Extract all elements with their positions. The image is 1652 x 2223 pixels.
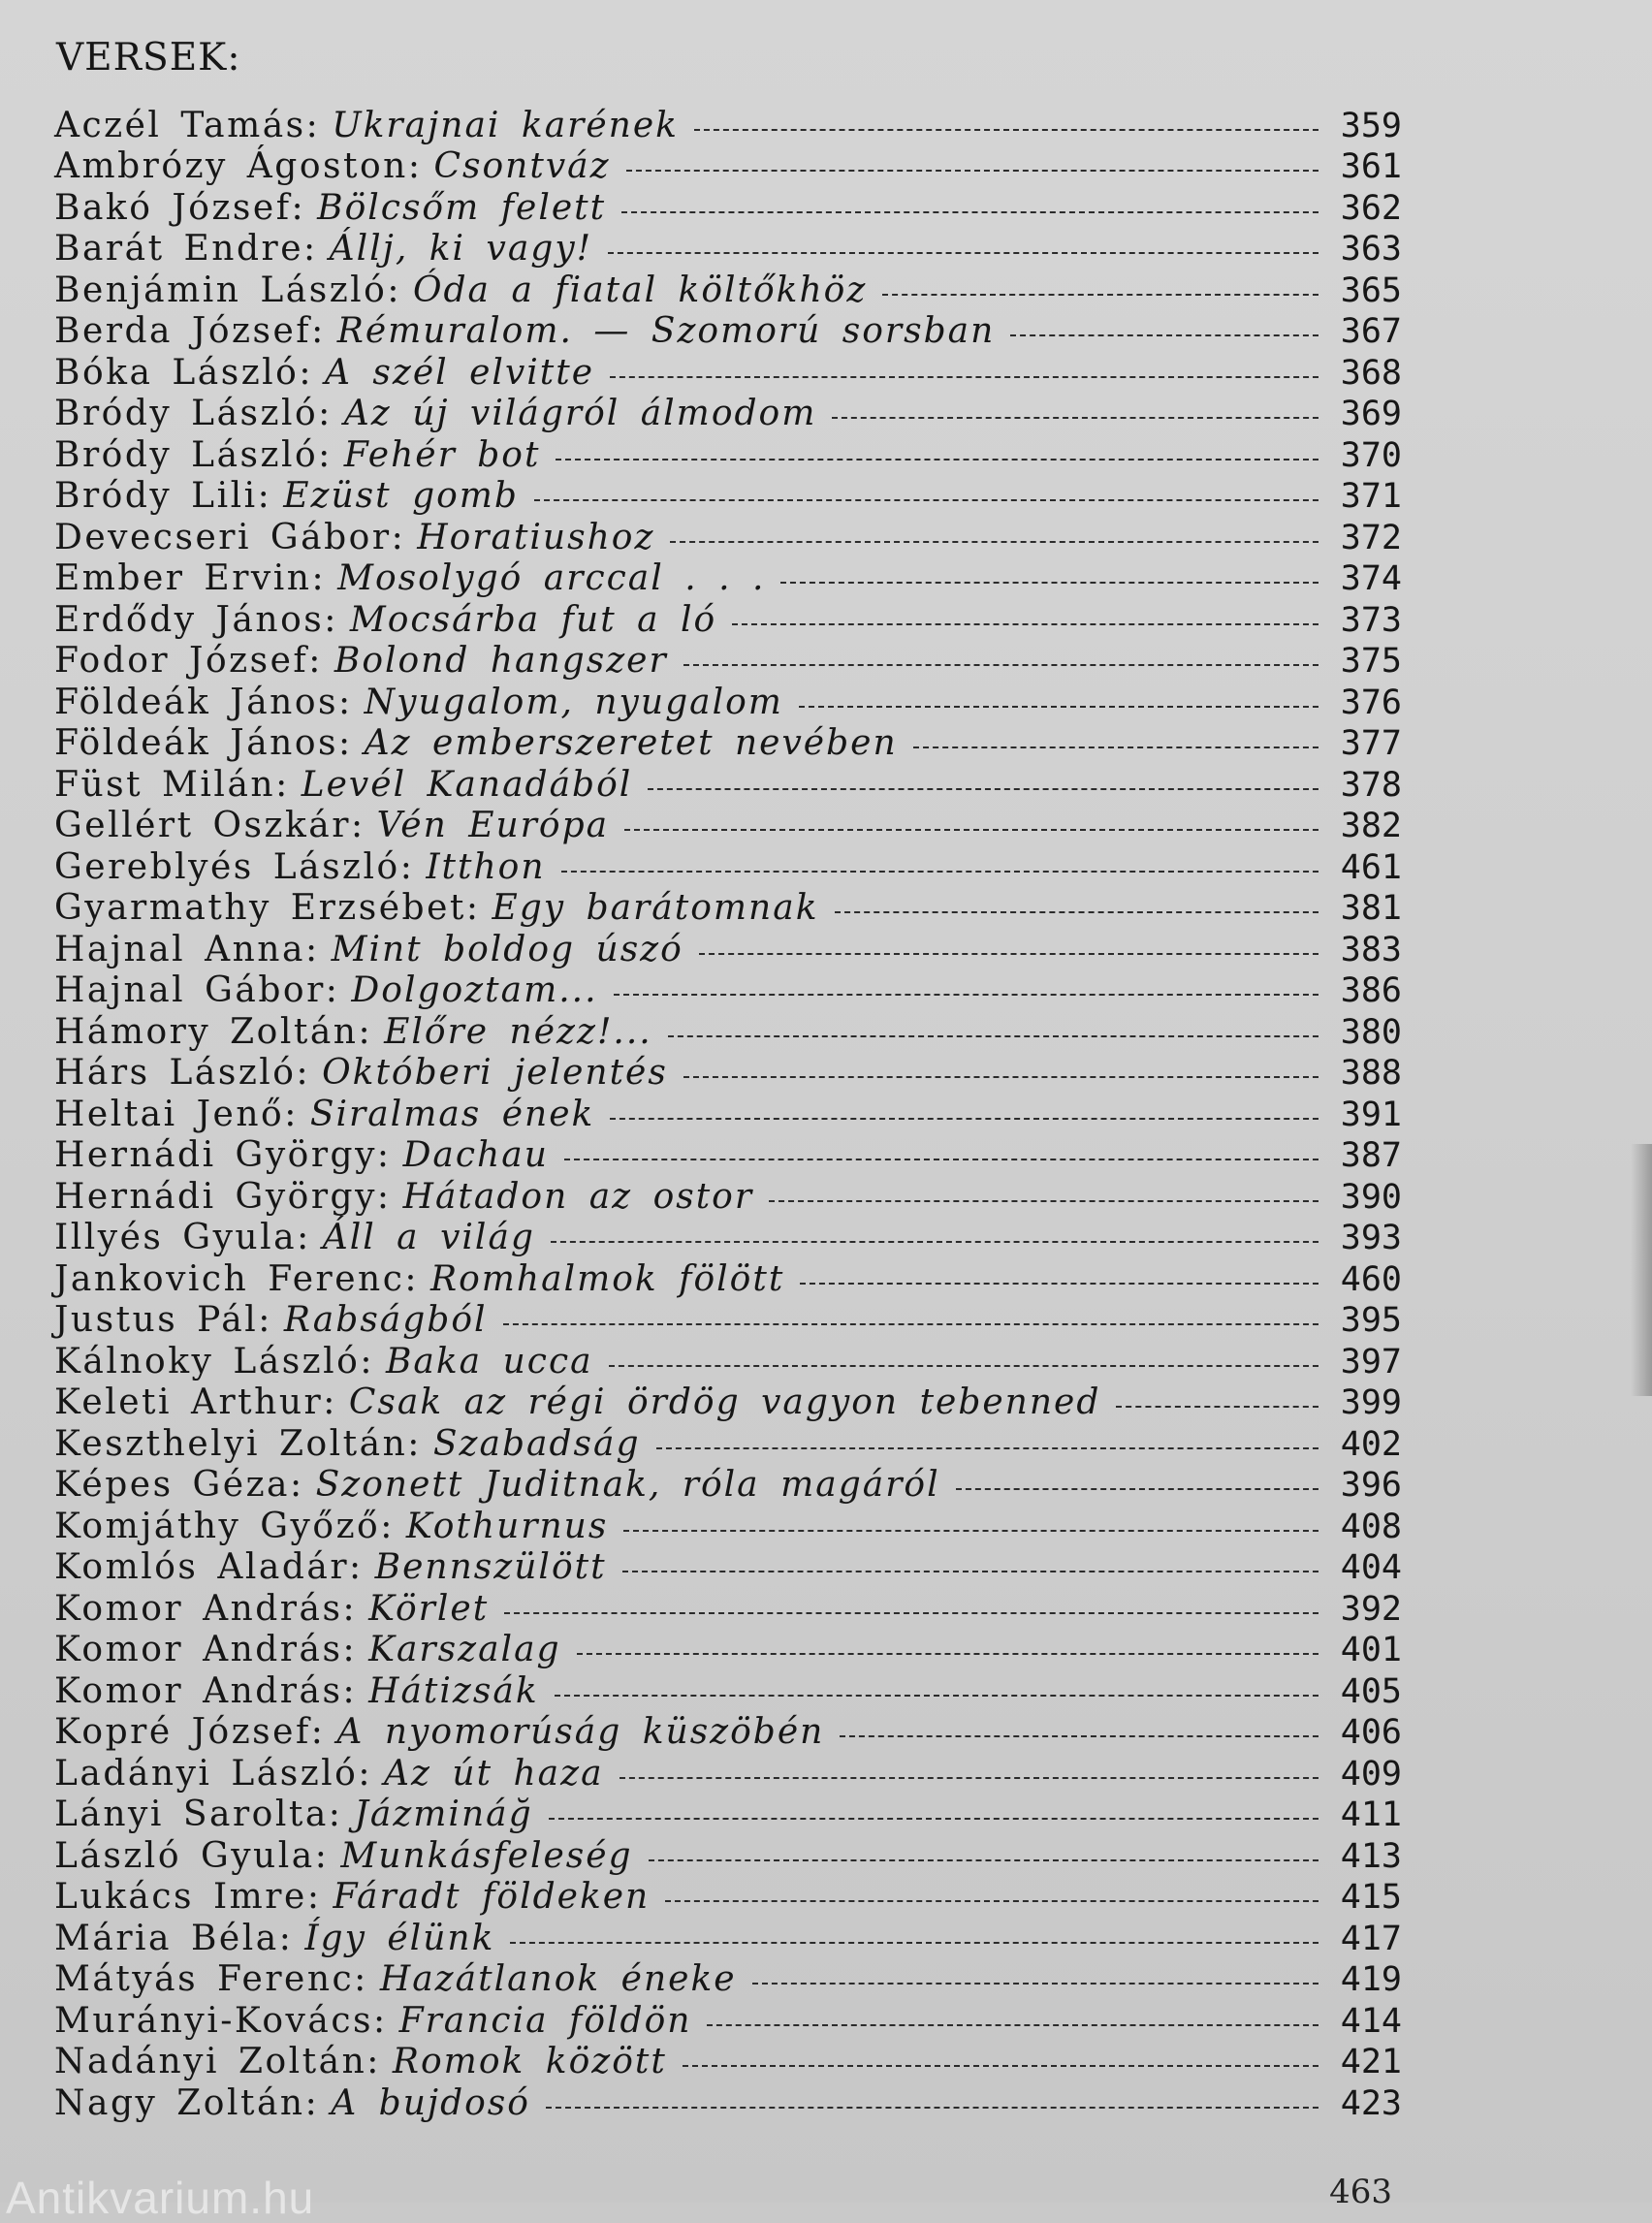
toc-entry: [54, 596, 1402, 638]
toc-poem-title: Kothurnus: [405, 1506, 609, 1546]
dash-leader: [609, 1365, 1318, 1367]
toc-poem-title: Hátizsák: [368, 1670, 539, 1711]
dash-leader: [699, 953, 1318, 955]
toc-page-number: 386: [1340, 971, 1402, 1010]
toc-poem-title: Bolond hangszer: [334, 641, 668, 681]
toc-entry: [54, 1255, 1402, 1297]
toc-poem-title: Jázmináğ: [354, 1794, 533, 1834]
toc-poem-title: Szabadság: [432, 1423, 641, 1464]
dash-leader: [1116, 1406, 1318, 1408]
toc-poem-title: Szonett Juditnak, róla magáról: [315, 1465, 940, 1505]
toc-poem-title: Dolgoztam...: [351, 970, 598, 1010]
toc-entry: [54, 1050, 1402, 1092]
toc-author: Devecseri Gábor:: [54, 517, 406, 557]
dash-leader: [913, 746, 1318, 748]
toc-author: Hernádi György:: [54, 1135, 392, 1175]
toc-author: Bródy László:: [54, 394, 333, 433]
toc-page-number: 405: [1340, 1671, 1402, 1711]
dash-leader: [683, 1076, 1318, 1078]
dash-leader: [1010, 334, 1318, 336]
toc-poem-title: Áll a világ: [322, 1218, 535, 1257]
toc-author: Nagy Zoltán:: [54, 2082, 320, 2123]
section-heading: VERSEK:: [56, 36, 241, 79]
toc-poem-title: Mosolygó arccal . . .: [337, 558, 766, 598]
toc-author: Hajnal Gábor:: [54, 970, 340, 1010]
toc-poem-title: Körlet: [368, 1588, 490, 1629]
toc-poem-title: Mocsárba fut a ló: [349, 599, 717, 640]
toc-author: László Gyula:: [54, 1835, 330, 1876]
toc-poem-title: Állj, ki vagy!: [329, 229, 593, 269]
toc-page-number: 391: [1340, 1095, 1402, 1134]
dash-leader: [670, 541, 1318, 543]
toc-poem-title: Mint boldog úszó: [331, 929, 683, 969]
toc-entry: [54, 1585, 1402, 1627]
toc-page-number: 395: [1340, 1301, 1402, 1340]
toc-entry: [54, 1874, 1402, 1916]
toc-page-number: 387: [1340, 1136, 1402, 1175]
toc-author: Füst Milán:: [54, 764, 290, 805]
toc-author: Bakó József:: [54, 187, 306, 228]
toc-page-number: 409: [1340, 1754, 1402, 1794]
dash-leader: [564, 1159, 1318, 1160]
toc-page-number: 372: [1340, 518, 1402, 557]
toc-poem-title: Romok között: [392, 2042, 667, 2081]
dash-leader: [683, 2065, 1318, 2067]
toc-page-number: 377: [1340, 724, 1402, 763]
toc-page-number: 423: [1340, 2083, 1402, 2123]
toc-author: Kálnoky László:: [54, 1341, 374, 1381]
dash-leader: [551, 1241, 1318, 1243]
toc-poem-title: Nyugalom, nyugalom: [364, 682, 783, 722]
toc-poem-title: Siralmas ének: [309, 1094, 595, 1134]
toc-author: Nadányi Zoltán:: [54, 2042, 381, 2081]
dash-leader: [752, 1983, 1318, 1985]
toc-entry: [54, 720, 1402, 762]
toc-author: Jankovich Ferenc:: [54, 1258, 420, 1299]
toc-page-number: 378: [1340, 765, 1402, 805]
toc-author: Komjáthy Győző:: [54, 1506, 395, 1546]
toc-poem-title: Dachau: [402, 1135, 549, 1175]
toc-page-number: 375: [1340, 642, 1402, 681]
toc-page-number: 419: [1340, 1960, 1402, 1999]
toc-author: Lányi Sarolta:: [54, 1794, 343, 1834]
toc-author: Földeák János:: [54, 723, 353, 763]
toc-page-number: 402: [1340, 1424, 1402, 1464]
toc-poem-title: Horatiushoz: [417, 517, 655, 557]
toc-author: Justus Pál:: [54, 1300, 272, 1340]
toc-entry: [54, 1544, 1402, 1586]
watermark-brand: Antikvarium.hu: [6, 2173, 315, 2223]
toc-author: Bródy Lili:: [54, 476, 272, 516]
toc-entry: [54, 391, 1402, 432]
toc-entry: [54, 102, 1402, 143]
toc-poem-title: Rémuralom. — Szomorú sorsban: [336, 311, 996, 351]
toc-poem-title: Karszalag: [368, 1630, 561, 1669]
toc-author: Berda József:: [54, 311, 326, 351]
toc-author: Komlós Aladár:: [54, 1547, 364, 1587]
toc-page-number: 365: [1340, 270, 1402, 310]
toc-entry: [54, 1709, 1402, 1751]
toc-poem-title: Levél Kanadából: [301, 764, 633, 805]
dash-leader: [656, 1447, 1318, 1449]
toc-entry: [54, 2080, 1402, 2121]
dash-leader: [577, 1653, 1318, 1655]
toc-entry: [54, 431, 1402, 473]
toc-author: Benjámin László:: [54, 270, 401, 310]
toc-page-number: 411: [1340, 1795, 1402, 1834]
toc-author: Keleti Arthur:: [54, 1382, 337, 1422]
toc-page-number: 397: [1340, 1342, 1402, 1381]
toc-page-number: 382: [1340, 807, 1402, 845]
toc-page-number: 362: [1340, 188, 1402, 228]
toc-author: Mária Béla:: [54, 1918, 294, 1958]
dash-leader: [555, 1695, 1318, 1697]
dash-leader: [610, 1118, 1318, 1120]
toc-poem-title: Ezüst gomb: [283, 476, 519, 516]
toc-page-number: 396: [1340, 1466, 1402, 1505]
toc-author: Ember Ervin:: [54, 558, 327, 598]
dash-leader: [835, 911, 1318, 913]
dash-leader: [956, 1488, 1318, 1490]
toc-entry: [54, 1832, 1402, 1874]
dash-leader: [832, 417, 1318, 419]
toc-poem-title: Rabságból: [283, 1300, 488, 1340]
toc-page-number: 461: [1340, 847, 1402, 887]
toc-poem-title: Itthon: [426, 846, 546, 887]
toc-author: Földeák János:: [54, 682, 353, 722]
toc-poem-title: Az új világról álmodom: [343, 394, 817, 433]
toc-poem-title: Egy barátomnak: [492, 888, 819, 928]
toc-poem-title: Az út haza: [383, 1753, 604, 1794]
toc-entry: [54, 349, 1402, 391]
toc-page-number: 373: [1340, 600, 1402, 640]
toc-author: Keszthelyi Zoltán:: [54, 1423, 422, 1464]
toc-poem-title: Csak az régi ördög vagyon tebenned: [348, 1382, 1101, 1422]
toc-author: Aczél Tamás:: [54, 105, 321, 145]
toc-entry: [54, 1915, 1402, 1956]
toc-author: Hárs László:: [54, 1053, 311, 1093]
toc-page-number: 363: [1340, 230, 1402, 269]
toc-poem-title: Októberi jelentés: [322, 1053, 668, 1093]
toc-author: Bóka László:: [54, 352, 313, 393]
toc-entry: [54, 1297, 1402, 1339]
toc-entry: [54, 761, 1402, 803]
toc-author: Komor András:: [54, 1670, 358, 1711]
toc-author: Gereblyés László:: [54, 846, 415, 887]
toc-page-number: 374: [1340, 559, 1402, 598]
toc-poem-title: Az emberszeretet nevében: [364, 723, 898, 763]
toc-poem-title: Ukrajnai karének: [332, 105, 679, 145]
toc-page-number: 404: [1340, 1548, 1402, 1587]
toc-poem-title: Bölcsőm felett: [317, 187, 607, 228]
toc-poem-title: Francia földön: [398, 2000, 692, 2041]
dash-leader: [504, 1612, 1318, 1614]
toc-entry: [54, 267, 1402, 308]
toc-poem-title: A szél elvitte: [324, 352, 595, 393]
toc-page-number: 359: [1340, 106, 1402, 145]
dash-leader: [780, 582, 1318, 584]
toc-author: Heltai Jenő:: [54, 1094, 299, 1134]
toc-page-number: 367: [1340, 312, 1402, 351]
toc-author: Gellért Oszkár:: [54, 806, 365, 845]
toc-poem-title: Romhalmok fölött: [430, 1258, 785, 1299]
dash-leader: [626, 170, 1318, 172]
toc-page-number: 368: [1340, 353, 1402, 393]
toc-entry: [54, 1627, 1402, 1668]
toc-entry: [54, 679, 1402, 720]
toc-entry: [54, 1173, 1402, 1215]
dash-leader: [623, 1530, 1318, 1532]
dash-leader: [683, 664, 1318, 666]
toc-entry: [54, 143, 1402, 185]
toc-author: Gyarmathy Erzsébet:: [54, 888, 481, 928]
toc-entry: [54, 1462, 1402, 1504]
dash-leader: [621, 211, 1318, 213]
toc-poem-title: A bujdosó: [331, 2082, 530, 2123]
toc-entry: [54, 843, 1402, 885]
toc-entry: [54, 1792, 1402, 1833]
toc-page-number: 370: [1340, 435, 1402, 475]
toc-poem-title: Így élünk: [304, 1918, 495, 1958]
toc-page-number: 408: [1340, 1507, 1402, 1546]
toc-author: Murányi-Kovács:: [54, 2000, 388, 2041]
toc-page-number: 361: [1340, 147, 1402, 186]
dash-leader: [546, 2107, 1318, 2109]
toc-entry: [54, 1667, 1402, 1709]
toc-poem-title: Óda a fiatal költőkhöz: [412, 270, 868, 310]
toc-page-number: 381: [1340, 889, 1402, 928]
dash-leader: [534, 499, 1318, 501]
toc-entry: [54, 885, 1402, 927]
toc-page-number: 417: [1340, 1919, 1402, 1958]
dash-leader: [732, 623, 1318, 625]
toc-entry: [54, 1338, 1402, 1380]
toc-entry: [54, 968, 1402, 1009]
dash-leader: [503, 1323, 1318, 1325]
dash-leader: [556, 459, 1318, 460]
toc-poem-title: Fehér bot: [343, 434, 541, 475]
toc-entry: [54, 1132, 1402, 1174]
toc-author: Illyés Gyula:: [54, 1218, 311, 1257]
toc-author: Ladányi László:: [54, 1753, 372, 1794]
toc-poem-title: Vén Európa: [376, 806, 610, 845]
toc-entry: [54, 184, 1402, 226]
dash-leader: [649, 1859, 1318, 1861]
dash-leader: [668, 1035, 1318, 1037]
toc-poem-title: Előre nézz!...: [384, 1011, 652, 1052]
toc-author: Képes Géza:: [54, 1465, 304, 1505]
toc-page-number: 413: [1340, 1836, 1402, 1876]
toc-author: Komor András:: [54, 1630, 358, 1669]
toc-entry: [54, 1091, 1402, 1132]
toc-author: Ambrózy Ágoston:: [54, 146, 423, 186]
toc-page-number: 369: [1340, 395, 1402, 433]
dash-leader: [549, 1818, 1318, 1820]
toc-poem-title: Hazátlanok éneke: [379, 1959, 737, 1999]
toc-page-number: 380: [1340, 1012, 1402, 1052]
dash-leader: [799, 706, 1318, 708]
toc-poem-title: A nyomorúság küszöbén: [336, 1712, 825, 1752]
toc-entry: [54, 1503, 1402, 1544]
toc-author: Barát Endre:: [54, 229, 318, 269]
toc-entry: [54, 1956, 1402, 1998]
dash-leader: [882, 294, 1318, 296]
toc-page-number: 390: [1340, 1177, 1402, 1217]
toc-entry: [54, 803, 1402, 844]
toc-author: Kopré József:: [54, 1712, 326, 1752]
toc-page-number: 371: [1340, 477, 1402, 516]
toc-page-number: 393: [1340, 1219, 1402, 1257]
toc-entry: [54, 226, 1402, 268]
toc-entry: [54, 308, 1402, 350]
toc-author: Hernádi György:: [54, 1176, 392, 1217]
dash-leader: [707, 2024, 1318, 2026]
dash-leader: [614, 994, 1318, 996]
toc-poem-title: Hátadon az ostor: [402, 1176, 754, 1217]
toc-author: Lukács Imre:: [54, 1877, 322, 1917]
toc-page-number: 399: [1340, 1383, 1402, 1422]
toc-author: Hámory Zoltán:: [54, 1011, 373, 1052]
toc-page-number: 406: [1340, 1713, 1402, 1752]
dash-leader: [561, 871, 1318, 873]
toc-entry: [54, 1750, 1402, 1792]
toc-poem-title: Bennszülött: [374, 1547, 607, 1587]
toc-page-number: 414: [1340, 2001, 1402, 2041]
toc-entry: [54, 514, 1402, 556]
toc-entry: [54, 1380, 1402, 1421]
toc-entry: [54, 926, 1402, 968]
toc-author: Mátyás Ferenc:: [54, 1959, 368, 1999]
dash-leader: [769, 1200, 1318, 1202]
table-of-contents: [54, 102, 1402, 2121]
dash-leader: [608, 252, 1318, 254]
toc-entry: [54, 1008, 1402, 1050]
toc-page-number: 401: [1340, 1631, 1402, 1669]
toc-author: Bródy László:: [54, 434, 333, 475]
toc-author: Fodor József:: [54, 641, 323, 681]
dash-leader: [665, 1900, 1318, 1902]
dash-leader: [800, 1283, 1318, 1285]
toc-page-number: 383: [1340, 930, 1402, 969]
toc-entry: [54, 1420, 1402, 1462]
toc-poem-title: Fáradt földeken: [333, 1877, 651, 1917]
toc-entry: [54, 2039, 1402, 2080]
toc-page-number: 376: [1340, 683, 1402, 722]
page-number: 463: [1329, 2173, 1392, 2211]
toc-entry: [54, 1997, 1402, 2039]
dash-leader: [648, 788, 1318, 790]
toc-poem-title: Baka ucca: [385, 1341, 593, 1381]
toc-entry: [54, 473, 1402, 515]
dash-leader: [840, 1735, 1318, 1737]
toc-page-number: 415: [1340, 1878, 1402, 1917]
page-edge-shadow: [1631, 1144, 1652, 1396]
toc-page-number: 421: [1340, 2043, 1402, 2081]
toc-poem-title: Csontváz: [433, 146, 611, 186]
toc-poem-title: Munkásfeleség: [340, 1835, 633, 1876]
toc-page-number: 388: [1340, 1054, 1402, 1093]
toc-page-number: 460: [1340, 1259, 1402, 1299]
dash-leader: [624, 829, 1318, 831]
toc-author: Hajnal Anna:: [54, 929, 320, 969]
toc-author: Erdődy János:: [54, 599, 338, 640]
toc-entry: [54, 638, 1402, 680]
dash-leader: [610, 376, 1318, 378]
toc-author: Komor András:: [54, 1588, 358, 1629]
dash-leader: [622, 1571, 1318, 1572]
dash-leader: [510, 1942, 1318, 1944]
toc-entry: [54, 1215, 1402, 1256]
toc-entry: [54, 556, 1402, 597]
dash-leader: [694, 129, 1318, 131]
toc-page-number: 392: [1340, 1589, 1402, 1629]
dash-leader: [620, 1777, 1318, 1779]
